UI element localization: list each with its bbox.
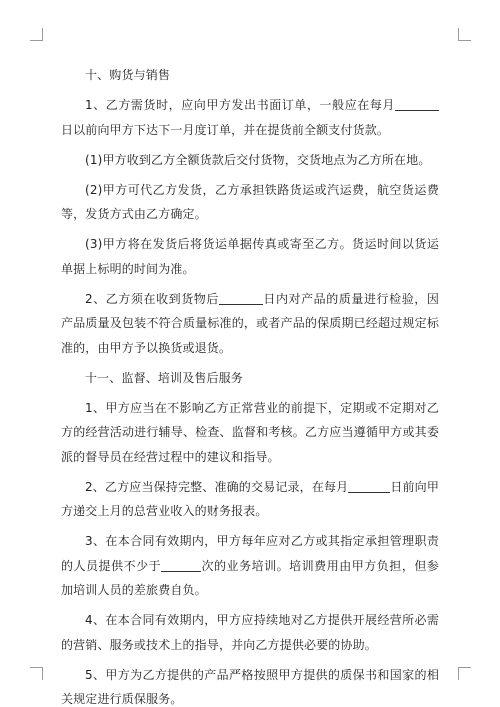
section-11-heading: 十一、监督、培训及售后服务 <box>85 370 243 385</box>
paragraph-delivery-2: (2)甲方可代乙方发货，乙方承担铁路货运或汽运费，航空货运费等，发货方式由乙方确定。 <box>61 182 439 221</box>
paragraph-training: 3、在本合同有效期内，甲方每年应对乙方或其指定承担管理职责的人员提供不少于 次的业务培训。培训费用由甲方负担，但参加培训人员的差旅费自负。 <box>61 534 440 597</box>
paragraph-order-deadline: 1、乙方需货时，应向甲方发出书面订单，一般应在每月日以前向甲方下达下一月度订单，并在提货前全额支付货款。 <box>61 93 439 142</box>
fill-in-blank[interactable] <box>348 478 390 493</box>
fill-in-blank[interactable] <box>395 96 439 111</box>
fill-in-blank[interactable] <box>219 290 263 305</box>
document-body <box>61 63 439 707</box>
crop-mark-top-left <box>30 28 43 41</box>
crop-mark-bottom-right <box>458 667 471 680</box>
paragraph-delivery-3: (3)甲方将在发货后将货运单据传真或寄至乙方。货运时间以货运单据上标明的时间为准。 <box>61 237 439 276</box>
crop-mark-top-right <box>458 28 471 41</box>
paragraph-records: 2、乙方应当保持完整、准确的交易记录，在每月 日前向甲方递交上月的总营业收入的财务报表。 <box>61 479 439 518</box>
paragraph-guidance: 4、在本合同有效期内，甲方应持续地对乙方提供开展经营所必需的营销、服务或技术上的指导，并向乙方提供必要的协助。 <box>61 613 439 652</box>
paragraph-quality-service: 5、甲方为乙方提供的产品严格按照甲方提供的质保书和国家的相关规定进行质保服务。 <box>61 667 439 706</box>
paragraph-delivery-1: (1)甲方收到乙方全额货款后交付货物，交货地点为乙方所在地。 <box>85 152 431 167</box>
crop-mark-bottom-left <box>30 667 43 680</box>
paragraph-supervision: 1、甲方应当在不影响乙方正常营业的前提下，定期或不定期对乙方的经营活动进行辅导、检查、监督和考核。乙方应当遵循甲方或其委派的督导员在经营过程中的建议和指导。 <box>61 400 439 464</box>
section-10-heading: 十、购货与销售 <box>85 68 171 82</box>
fill-in-blank[interactable] <box>161 557 201 572</box>
paragraph-inspection: 2、乙方须在收到货物后 日内对产品的质量进行检验，因产品质量及包装不符合质量标准的，或者产品的保质期已经超过规定标准的，由甲方予以换货或退货。 <box>61 291 439 355</box>
